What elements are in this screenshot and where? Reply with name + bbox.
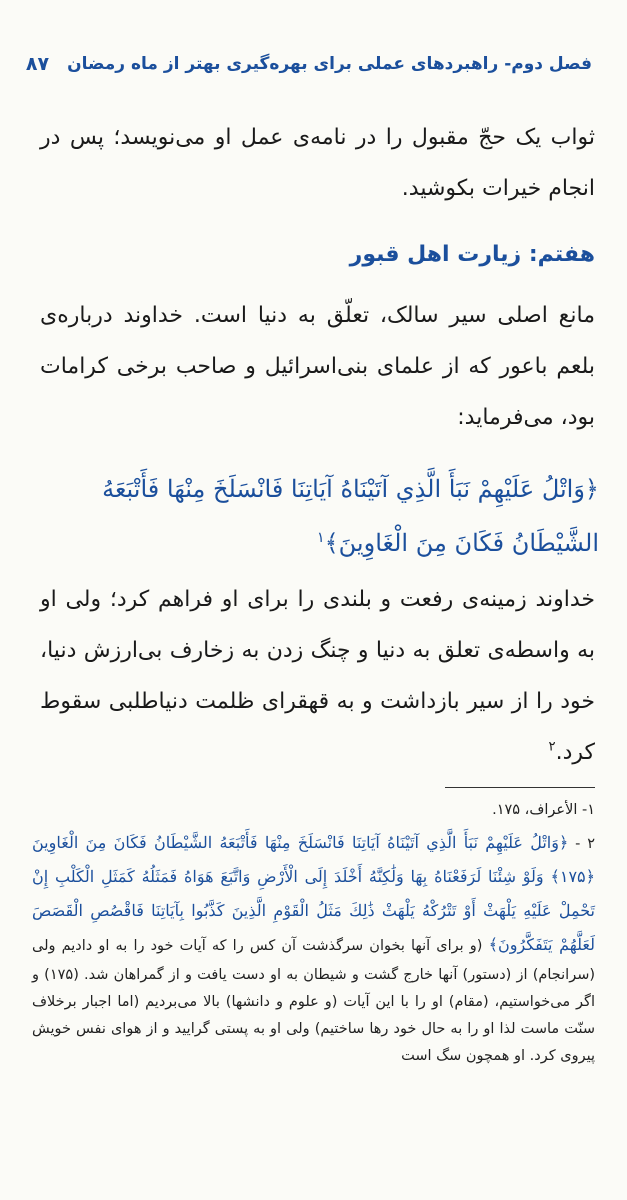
main-paragraph [40, 290, 595, 443]
main-text: مانع اصلی سیر سالک، تعلّق به دنیا است. خداوند درباره‌ی بلعم باعور که از علمای بنی‌اسرائیل و صاحب برخی کرامات بود، می‌فرماید: [40, 303, 595, 430]
verse-text: ﴿وَاتْلُ عَلَيْهِمْ نَبَأَ الَّذِي آتَيْنَاهُ آيَاتِنَا فَانْسَلَخَ مِنْهَا فَأَتْبَعَهُ الشَّيْطَانُ فَكَانَ مِنَ الْغَاوِينَ﴾ [102, 475, 599, 557]
footnote-divider [445, 787, 595, 788]
chapter-title: فصل دوم- راهبردهای عملی برای بهره‌گیری بهتر از ماه رمضان [67, 54, 592, 74]
footnote-2-verse: ﴿وَاتْلُ عَلَيْهِمْ نَبَأَ الَّذِي آتَيْنَاهُ آيَاتِنَا فَانْسَلَخَ مِنْهَا فَأَتْبَعَهُ الشَّيْطَانُ فَكَانَ مِنَ الْغَاوِينَ ﴿۱۷۵﴾ وَلَوْ شِئْنَا لَرَفَعْنَاهُ بِهَا وَلَٰكِنَّهُ أَخْلَدَ إِلَى الْأَرْضِ وَاتَّبَعَ هَوَاهُ فَمَثَلُهُ كَمَثَلِ الْكَلْبِ إِنْ تَحْمِلْ عَلَيْهِ يَلْهَثْ أَوْ تَتْرُكْهُ يَلْهَثْ ذَٰلِكَ مَثَلُ الْقَوْمِ الَّذِينَ كَذَّبُوا بِآيَاتِنَا فَاقْصُصِ الْقَصَصَ لَعَلَّهُمْ يَتَفَكَّرُونَ﴾ [32, 833, 595, 954]
section-heading: هفتم: زیارت اهل قبور [349, 242, 595, 267]
footnote-2 [32, 826, 595, 1070]
page-number: ۸۷ [25, 53, 50, 75]
footnotes [32, 797, 595, 1072]
running-header [25, 48, 592, 80]
footnote-ref-2: ۲ [548, 739, 556, 755]
footnote-ref-1: ۱ [316, 530, 325, 546]
intro-text: ثواب یک حجّ مقبول را در نامه‌ی عمل او می‌نویسد؛ پس در انجام خیرات بکوشید. [40, 125, 595, 201]
quran-verse [28, 462, 599, 570]
footnote-2-translation: (و برای آنها بخوان سرگذشت آن کس را که آیات خود را به او دادیم ولی (سرانجام) از (دستور) آنها خارج گشت و شیطان به او دست یافت و از گمراهان شد. (۱۷۵) و اگر می‌خواستیم، (مقام) او را با این آیات (و علوم و دانشها) بالا می‌بردیم (اما اجبار برخلاف سنّت ماست لذا او را به حال خود رها ساختیم) ولی او به پستی گرایید و از هوای نفس خویش پیروی کرد. او همچون سگ است [32, 938, 595, 1064]
after-verse-p [40, 574, 595, 778]
intro-paragraph [40, 112, 595, 214]
after-verse-paragraph [40, 574, 595, 778]
footnote-2-number: ۲ - [568, 836, 595, 852]
after-verse-text: خداوند زمینه‌ی رفعت و بلندی را برای او فراهم کرد؛ ولی او به واسطه‌ی تعلق به دنیا و چنگ زدن به زخارف بی‌ارزش دنیا، خود را از سیر بازداشت و به قهقرای ظلمت دنیاطلبی سقوط کرد. [40, 587, 595, 765]
footnote-1: ۱- الأعراف، ۱۷۵. [492, 802, 595, 818]
